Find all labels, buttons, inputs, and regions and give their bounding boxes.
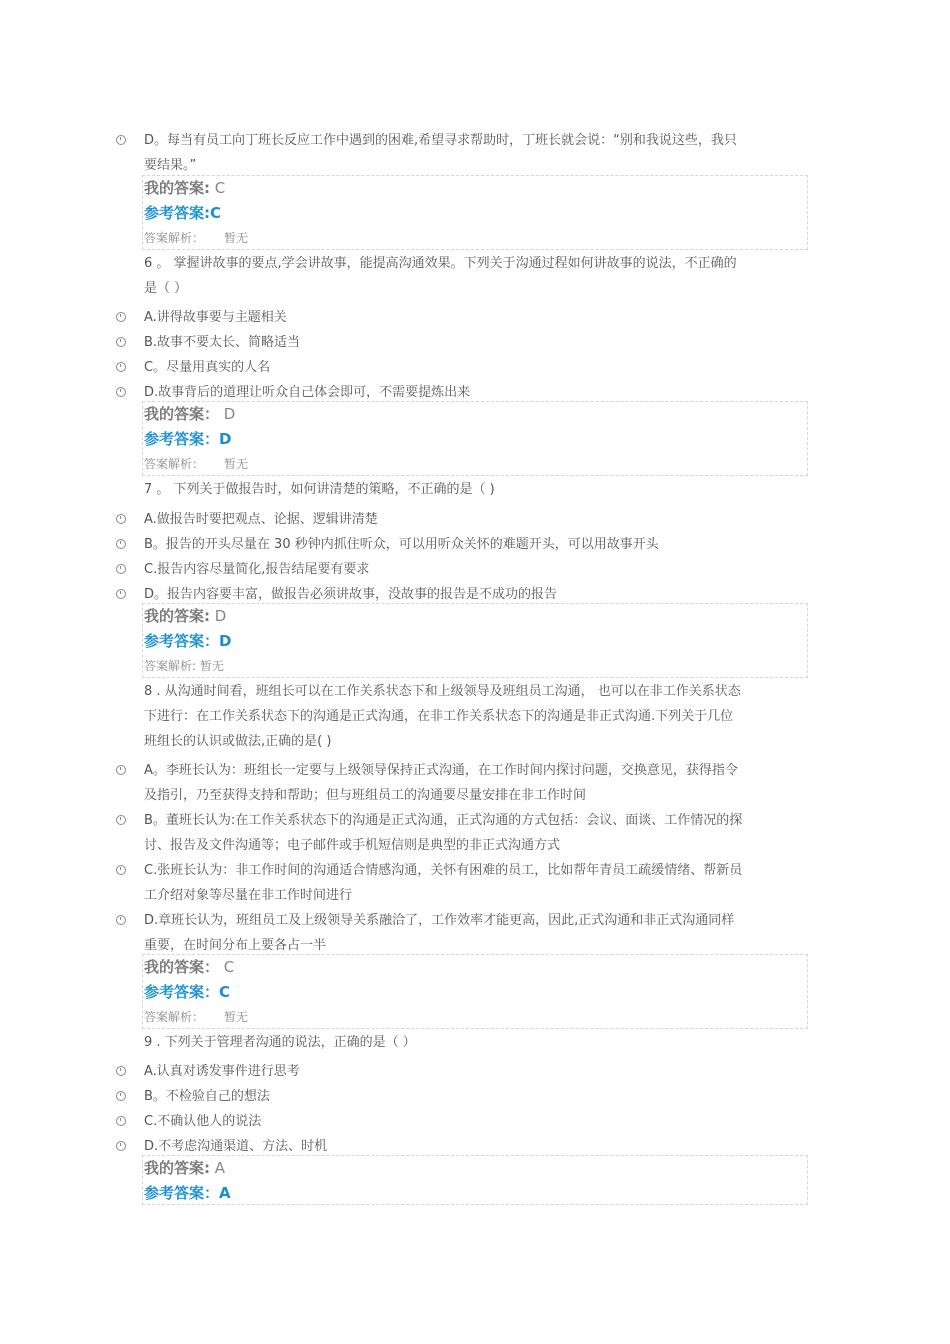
q9-answer-box bbox=[142, 1155, 808, 1205]
q9-my-answer: 我的答案: A bbox=[144, 1159, 226, 1177]
q6-option-c[interactable]: C。尽量用真实的人名 bbox=[144, 360, 271, 375]
q5-my-answer: 我的答案: C bbox=[144, 179, 226, 197]
q9-reference-answer: 参考答案：A bbox=[144, 1184, 231, 1202]
q8-explanation: 答案解析： 暂无 bbox=[144, 1010, 249, 1024]
q6-stem-line2: 是（ ） bbox=[144, 281, 188, 296]
q6-option-a[interactable]: A.讲得故事要与主题相关 bbox=[144, 310, 287, 325]
q7-option-d[interactable]: D。报告内容要丰富，做报告必须讲故事，没故事的报告是不成功的报告 bbox=[144, 587, 558, 602]
q6-option-d[interactable]: D.故事背后的道理让听众自己体会即可，不需要提炼出来 bbox=[144, 385, 471, 400]
radio-q8-b[interactable] bbox=[116, 815, 126, 825]
q7-reference-answer: 参考答案：D bbox=[144, 632, 232, 650]
radio-q6-d[interactable] bbox=[116, 387, 126, 397]
q8-stem-line3: 班组长的认识或做法,正确的是( ) bbox=[144, 734, 332, 749]
q8-option-c-line1[interactable]: C.张班长认为：非工作时间的沟通适合情感沟通，关怀有困难的员工，比如帮年青员工疏缓情绪、帮新员 bbox=[144, 863, 743, 878]
q8-stem-line1: 8 . 从沟通时间看，班组长可以在工作关系状态下和上级领导及班组员工沟通， 也可以在非工作关系状态 bbox=[144, 684, 741, 699]
q6-option-b[interactable]: B.故事不要太长、简略适当 bbox=[144, 335, 301, 350]
radio-q9-b[interactable] bbox=[116, 1091, 126, 1101]
q6-reference-answer: 参考答案：D bbox=[144, 430, 232, 448]
q8-option-b-line2[interactable]: 讨、报告及文件沟通等；电子邮件或手机短信则是典型的非正式沟通方式 bbox=[144, 838, 561, 853]
q5-explanation: 答案解析： 暂无 bbox=[144, 231, 249, 245]
q6-my-answer: 我的答案： D bbox=[144, 405, 236, 423]
radio-q8-d[interactable] bbox=[116, 915, 126, 925]
radio-q9-c[interactable] bbox=[116, 1116, 126, 1126]
radio-q6-c[interactable] bbox=[116, 362, 126, 372]
q5-reference-answer: 参考答案:C bbox=[144, 204, 222, 222]
q8-option-a-line1[interactable]: A。李班长认为：班组长一定要与上级领导保持正式沟通，在工作时间内探讨问题，交换意见，获得指令 bbox=[144, 763, 738, 778]
q5-option-d-line1: D。每当有员工向丁班长反应工作中遇到的困难,希望寻求帮助时，丁班长就会说：“别和我说这些，我只 bbox=[144, 133, 737, 148]
radio-q7-d[interactable] bbox=[116, 589, 126, 599]
q8-option-d-line2[interactable]: 重要，在时间分布上要各占一半 bbox=[144, 938, 327, 953]
q7-answer-box bbox=[142, 603, 808, 678]
q6-explanation: 答案解析： 暂无 bbox=[144, 457, 249, 471]
q8-option-c-line2[interactable]: 工介绍对象等尽量在非工作时间进行 bbox=[144, 888, 353, 903]
radio-q5-d[interactable] bbox=[116, 135, 126, 145]
radio-q7-c[interactable] bbox=[116, 564, 126, 574]
q7-option-a[interactable]: A.做报告时要把观点、论据、逻辑讲清楚 bbox=[144, 512, 378, 527]
q8-option-a-line2[interactable]: 及指引，乃至获得支持和帮助；但与班组员工的沟通要尽量安排在非工作时间 bbox=[144, 788, 587, 803]
q8-my-answer: 我的答案： C bbox=[144, 958, 235, 976]
radio-q9-a[interactable] bbox=[116, 1066, 126, 1076]
radio-q7-b[interactable] bbox=[116, 539, 126, 549]
q7-option-c[interactable]: C.报告内容尽量简化,报告结尾要有要求 bbox=[144, 562, 370, 577]
q6-stem-line1: 6 。 掌握讲故事的要点,学会讲故事，能提高沟通效果。下列关于沟通过程如何讲故事的说法，不正确的 bbox=[144, 256, 737, 271]
q8-reference-answer: 参考答案：C bbox=[144, 983, 231, 1001]
radio-q6-b[interactable] bbox=[116, 337, 126, 347]
q7-stem: 7 。 下列关于做报告时，如何讲清楚的策略，不正确的是（ ) bbox=[144, 482, 495, 497]
q9-option-d[interactable]: D.不考虑沟通渠道、方法、时机 bbox=[144, 1139, 328, 1154]
q9-option-b[interactable]: B。不检验自己的想法 bbox=[144, 1089, 270, 1104]
q7-my-answer: 我的答案: D bbox=[144, 607, 227, 625]
q9-option-c[interactable]: C.不确认他人的说法 bbox=[144, 1114, 262, 1129]
q8-option-b-line1[interactable]: B。董班长认为:在工作关系状态下的沟通是正式沟通，正式沟通的方式包括：会议、面谈、工作情况的探 bbox=[144, 813, 743, 828]
q9-option-a[interactable]: A.认真对诱发事件进行思考 bbox=[144, 1064, 300, 1079]
radio-q6-a[interactable] bbox=[116, 312, 126, 322]
q5-option-d-line2: 要结果。” bbox=[144, 158, 197, 173]
radio-q7-a[interactable] bbox=[116, 514, 126, 524]
q8-stem-line2: 下进行：在工作关系状态下的沟通是正式沟通，在非工作关系状态下的沟通是非正式沟通.下列关于几位 bbox=[144, 709, 734, 724]
q7-option-b[interactable]: B。报告的开头尽量在 30 秒钟内抓住听众，可以用听众关怀的难题开头，可以用故事开头 bbox=[144, 537, 659, 552]
q7-explanation: 答案解析: 暂无 bbox=[144, 659, 225, 673]
radio-q9-d[interactable] bbox=[116, 1141, 126, 1151]
q9-stem: 9 . 下列关于管理者沟通的说法，正确的是（ ） bbox=[144, 1035, 416, 1050]
q8-option-d-line1[interactable]: D.章班长认为，班组员工及上级领导关系融洽了，工作效率才能更高，因此,正式沟通和非正式沟通同样 bbox=[144, 913, 735, 928]
radio-q8-c[interactable] bbox=[116, 865, 126, 875]
radio-q8-a[interactable] bbox=[116, 765, 126, 775]
